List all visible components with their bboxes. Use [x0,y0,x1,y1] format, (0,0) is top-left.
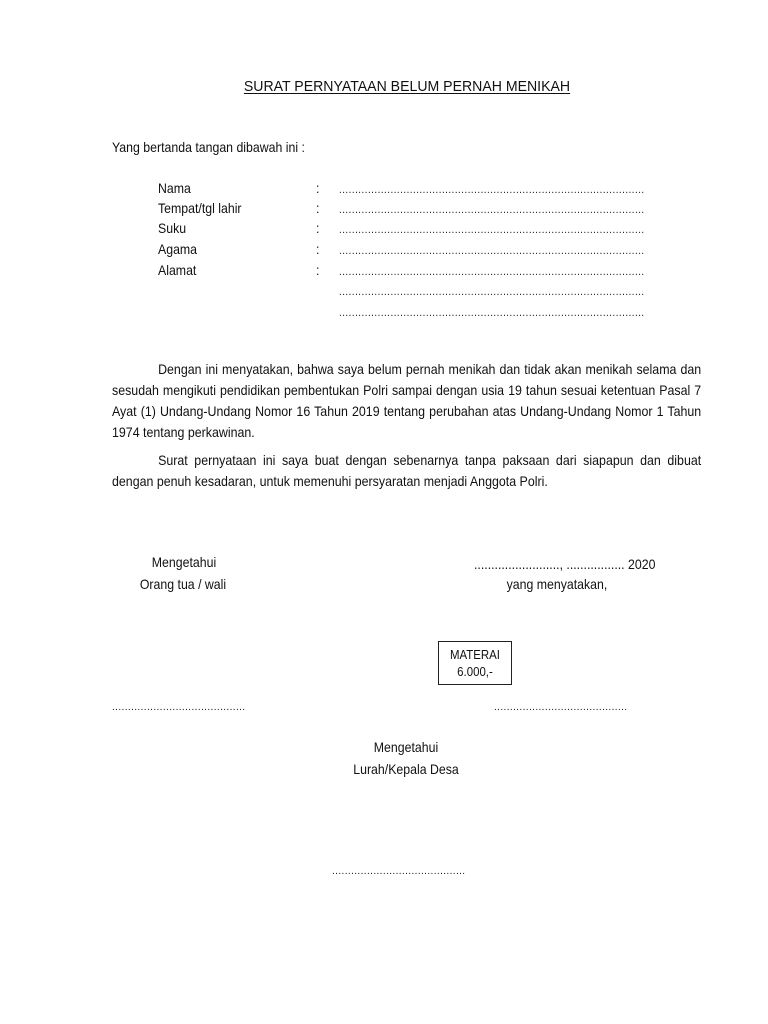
field-dots-suku: ............................................................................................... [339,224,645,236]
field-label-tempat-tgl-lahir: Tempat/tgl lahir [158,200,242,216]
document-title: SURAT PERNYATAAN BELUM PERNAH MENIKAH [243,78,571,95]
field-dots-agama: ............................................................................................... [339,245,645,257]
left-signer-role: Orang tua / wali [139,576,227,592]
materai-stamp-box [438,641,512,685]
left-acknowledge-heading: Mengetahui [151,554,217,570]
bottom-signature-line: .......................................... [332,866,466,877]
statement-paragraph: Dengan ini menyatakan, bahwa saya belum pernah menikah dan tidak akan menikah selama dan sesudah mengikuti pendidikan pembentukan Polri sampai dengan usia 19 tahun sesuai ketentuan Pasal 7 Ayat (1) Undang-Undang Nomor 16 Tahun 2019 tentang perubahan atas Undang-Undang Nomor 1 Tahun 1974 tentang perkawinan. [112,361,702,440]
field-label-nama: Nama [158,180,191,196]
right-signature-line: .......................................... [494,702,628,713]
field-colon: : [316,241,320,257]
intro-text: Yang bertanda tangan dibawah ini : [112,139,305,155]
field-label-agama: Agama [158,241,198,257]
field-dots-nama: ............................................................................................... [339,184,645,196]
closing-paragraph: Surat pernyataan ini saya buat dengan sebenarnya tanpa paksaan dari siapapun dan dibuat dengan penuh kesadaran, untuk memenuhi persyaratan menjadi Anggota Polri. [112,452,702,489]
field-colon: : [316,220,320,236]
bottom-acknowledge-heading: Mengetahui [373,739,439,755]
materai-label: MATERAI [449,647,500,662]
right-signer-role: yang menyatakan, [506,576,608,592]
bottom-signer-role: Lurah/Kepala Desa [353,761,459,777]
field-dots-alamat: ............................................................................................... [339,266,645,278]
field-dots-alamat-line-2: ............................................................................................... [339,286,645,298]
field-colon: : [316,180,320,196]
place-date-line: ........................., ................. 2020 [474,556,656,572]
field-colon: : [316,262,320,278]
field-colon: : [316,200,320,216]
field-label-suku: Suku [158,220,187,236]
field-label-alamat: Alamat [158,262,197,278]
field-dots-tempat-tgl-lahir: ............................................................................................... [339,204,645,216]
materai-value: 6.000,- [457,664,493,679]
left-signature-line: .......................................... [112,702,246,713]
field-dots-alamat-line-3: ............................................................................................... [339,307,645,319]
